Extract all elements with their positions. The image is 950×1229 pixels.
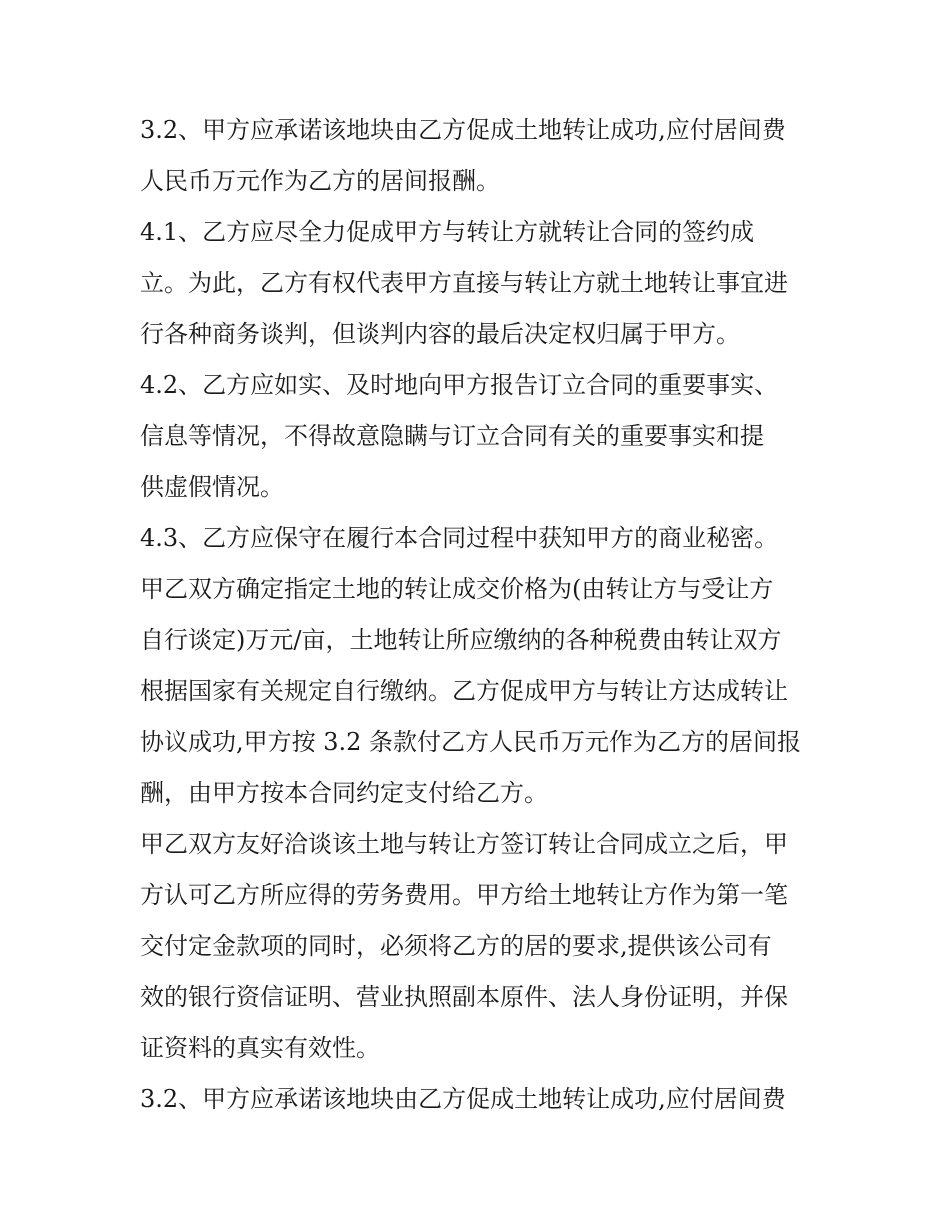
clause-4-3: [140, 513, 820, 564]
text-line: 立。为此，乙方有权代表甲方直接与转让方就土地转让事宜进: [140, 269, 788, 297]
text-line: 根据国家有关规定自行缴纳。乙方促成甲方与转让方达成转让: [140, 677, 788, 705]
text-line: 自行谈定)万元/亩，土地转让所应缴纳的各种税费由转让双方: [140, 626, 782, 654]
text-line: 协议成功,甲方按 3.2 条款付乙方人民币万元作为乙方的居间报: [140, 728, 802, 756]
text-line: 人民币万元作为乙方的居间报酬。: [140, 167, 500, 195]
text-line: 甲乙双方友好洽谈该土地与转让方签订转让合同成立之后，甲: [140, 830, 788, 858]
text-line: 方认可乙方所应得的劳务费用。甲方给土地转让方作为第一笔: [140, 881, 788, 909]
fee-paragraph: [140, 819, 820, 1074]
text-line: 供虚假情况。: [140, 473, 284, 501]
text-line: 行各种商务谈判，但谈判内容的最后决定权归属于甲方。: [140, 320, 740, 348]
text-line: 3.2、甲方应承诺该地块由乙方促成土地转让成功,应付居间费: [140, 1085, 786, 1113]
text-line: 4.2、乙方应如实、及时地向甲方报告订立合同的重要事实、: [140, 371, 779, 399]
clause-3-2-repeat: [140, 1074, 820, 1125]
text-line: 酬，由甲方按本合同约定支付给乙方。: [140, 779, 548, 807]
price-paragraph: [140, 564, 820, 819]
text-line: 信息等情况，不得故意隐瞒与订立合同有关的重要事实和提: [140, 422, 764, 450]
document-body: [140, 105, 820, 1125]
clause-4-2: [140, 360, 820, 513]
text-line: 3.2、甲方应承诺该地块由乙方促成土地转让成功,应付居间费: [140, 116, 786, 144]
clause-3-2: [140, 105, 820, 207]
text-line: 效的银行资信证明、营业执照副本原件、法人身份证明，并保: [140, 983, 788, 1011]
text-line: 4.3、乙方应保守在履行本合同过程中获知甲方的商业秘密。: [140, 524, 779, 552]
text-line: 交付定金款项的同时，必须将乙方的居的要求,提供该公司有: [140, 932, 772, 960]
text-line: 甲乙双方确定指定土地的转让成交价格为(由转让方与受让方: [140, 575, 774, 603]
clause-4-1: [140, 207, 820, 360]
text-line: 证资料的真实有效性。: [140, 1034, 380, 1062]
text-line: 4.1、乙方应尽全力促成甲方与转让方就转让合同的签约成: [140, 218, 755, 246]
